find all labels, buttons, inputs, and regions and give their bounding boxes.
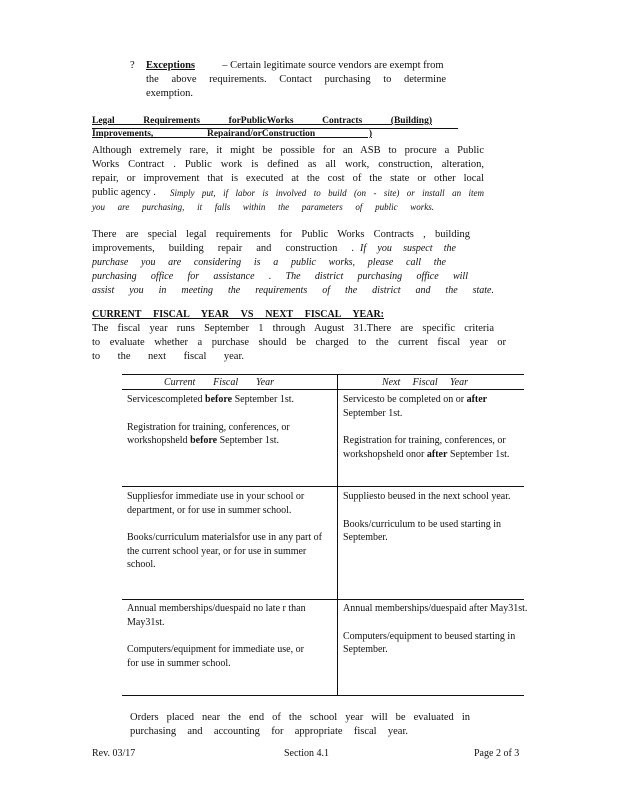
table-header-current: Current Fiscal Year [164, 377, 274, 388]
fiscal-para-line-2: to evaluate whether a purchase should be charged to the current fiscal year or [92, 337, 506, 348]
footer-page-number: Page 2 of 3 [474, 748, 520, 759]
legal-para2-italic-2: purchasing office for assistance . The district purchasing office will [92, 271, 468, 282]
table-cell-text: Computers/equipment to beused starting in September. [343, 630, 516, 655]
legal-para1-line-4: public agency . [92, 187, 156, 198]
table-row-3-next [343, 602, 529, 671]
table-row-1-next [343, 393, 529, 475]
exceptions-label: Exceptions [146, 60, 196, 71]
table-header-next: Next Fiscal Year [382, 377, 468, 388]
table-column-divider [337, 374, 338, 696]
legal-heading-line-2: Improvements, Repairand/orConstruction ) [92, 129, 372, 139]
fiscal-para-line-1: The fiscal year runs September 1 through August 31.There are specific criteria [92, 323, 494, 334]
legal-para1-italic-last: you are purchasing, it falls within the parameters of public works. [92, 202, 434, 212]
exceptions-line-1 [146, 59, 488, 72]
legal-para2-italic-a: If you suspect the [360, 243, 456, 254]
table-header-border [122, 389, 524, 390]
closing-line-1: Orders placed near the end of the school year will be evaluated in [130, 712, 470, 723]
legal-para2-line-2: improvements, building repair and construction . [92, 243, 354, 254]
fiscal-para-line-3: to the next fiscal year. [92, 351, 244, 362]
table-cell-text: Suppliesfor immediate use in your school or department, or for use in summer school. [127, 491, 305, 516]
table-cell-text: Books/curriculum materialsfor use in any part of the current school year, or for use in summer school. [127, 532, 322, 570]
table-cell-text: Suppliesto beused in the next school year. [343, 491, 511, 502]
legal-para1-line-2: Works Contract . Public work is defined as all work, construction, alteration, [92, 159, 484, 170]
legal-para1-line-3: repair, or improvement that is executed at the cost of the state or other local [92, 173, 484, 184]
legal-para2-italic-1: purchase you are considering is a public works, please call the [92, 257, 446, 268]
table-cell-text: Annual memberships/duespaid after May31st. [343, 603, 528, 614]
table-cell-text: Registration for training, conferences, or workshopsheld onor after September 1st. [343, 435, 510, 460]
table-row-3-current [127, 602, 313, 684]
table-cell-text: Books/curriculum to be used starting in September. [343, 518, 502, 543]
table-cell-text: Servicesto be completed on or after September 1st. [343, 394, 488, 419]
table-bottom-border [122, 695, 524, 696]
table-row-divider-1 [122, 486, 524, 487]
legal-para1-italic-tail: Simply put, if labor is involved to build (on - site) or install an item [170, 188, 484, 198]
table-row-2-next [343, 490, 529, 559]
table-row-1-current [127, 393, 313, 462]
table-top-border [122, 374, 524, 375]
legal-para2-line-1: There are special legal requirements for Public Works Contracts , building [92, 229, 470, 240]
legal-heading-line-1: Legal Requirements forPublicWorks Contracts (Building) [92, 116, 432, 126]
table-cell-text: Servicescompleted before September 1st. [127, 394, 294, 405]
table-cell-text: Annual memberships/duespaid no late r than May31st. [127, 603, 306, 628]
legal-para2-italic-3: assist you in meeting the requirements of the district and the state. [92, 285, 494, 296]
exceptions-text-1: – Certain legitimate source vendors are exempt from [222, 60, 444, 71]
footer-section: Section 4.1 [284, 748, 329, 759]
table-cell-text: Registration for training, conferences, or workshopsheld before September 1st. [127, 421, 290, 446]
table-cell-text: Computers/equipment for immediate use, or for use in summer school. [127, 644, 304, 669]
fiscal-heading: CURRENT FISCAL YEAR VS NEXT FISCAL YEAR: [92, 309, 384, 320]
exceptions-line-3: exemption. [146, 88, 193, 99]
legal-para1-line-1: Although extremely rare, it might be possible for an ASB to procure a Public [92, 145, 484, 156]
closing-line-2: purchasing and accounting for appropriate fiscal year. [130, 726, 408, 737]
footer-revision: Rev. 03/17 [92, 748, 136, 759]
bullet-marker: ? [130, 60, 135, 71]
table-row-2-current [127, 490, 325, 586]
table-row-divider-2 [122, 599, 524, 600]
exceptions-line-2: the above requirements. Contact purchasing to determine [146, 74, 446, 85]
